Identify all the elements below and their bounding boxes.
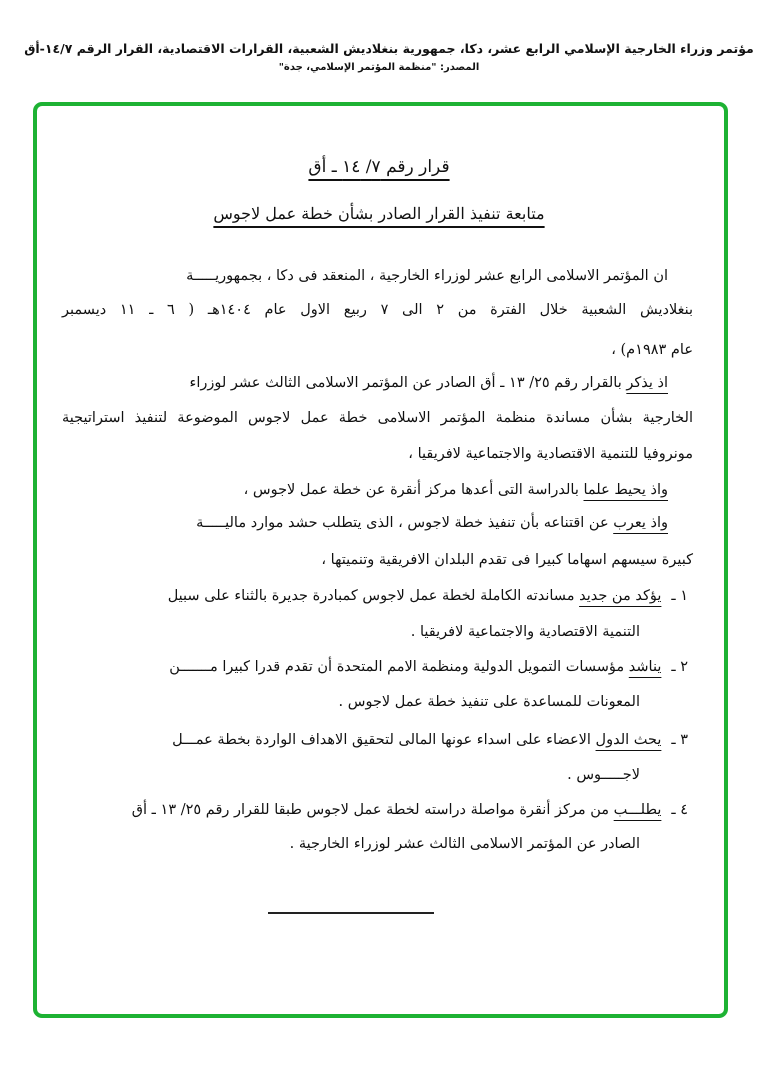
clause-4-line-1: ٤ ـ يطلـــب من مركز أنقرة مواصلة دراسته لخطة عمل لاجوس طبقا للقرار رقم ٢٥/ ١٣ ـ أق [131, 802, 688, 818]
recital-3-line-1: واذ يعرب عن اقتناعه بأن تنفيذ خطة لاجوس ، الذى يتطلب حشد موارد ماليـــــة [196, 515, 668, 531]
closing-rule [268, 912, 434, 914]
clause-1-number: ١ ـ [671, 588, 688, 604]
preamble-line-1: ان المؤتمر الاسلامى الرابع عشر لوزراء الخارجية ، المنعقد فى دكا ، بجمهوريـــــة [186, 268, 668, 284]
recital-2-lead: واذ يحيط علما [583, 482, 668, 498]
header-title: مؤتمر وزراء الخارجية الإسلامي الرابع عشر، دكا، جمهورية بنغلاديش الشعبية، القرارات الاقتصادية، القرار الرقم ١٤/٧-أق [24, 41, 754, 56]
header-source: المصدر: "منظمة المؤتمر الإسلامي، جدة" [278, 62, 480, 73]
recital-1-line-2: الخارجية بشأن مساندة منظمة المؤتمر الاسلامى خطة عمل لاجوس الموضوعة لتنفيذ استراتيجية [62, 410, 693, 426]
recital-1-line-3: مونروفيا للتنمية الاقتصادية والاجتماعية لافريقيا ، [408, 446, 693, 462]
clause-3-line-1: ٣ ـ يحث الدول الاعضاء على اسداء عونها المالى لتحقيق الاهداف الواردة بخطة عمـــل [172, 732, 688, 748]
clause-3-line-2: لاجـــــوس . [567, 767, 640, 783]
clause-2-number: ٢ ـ [671, 659, 688, 675]
clause-1-lead: يؤكد من جديد [579, 588, 662, 604]
clause-2-lead: يناشد [628, 659, 662, 675]
resolution-title: قرار رقم ٧/ ١٤ ـ أق [308, 157, 450, 177]
clause-1-line-1: ١ ـ يؤكد من جديد مساندته الكاملة لخطة عمل لاجوس كمبادرة جديرة بالثناء على سبيل [167, 588, 688, 604]
preamble-line-2: بنغلاديش الشعبية خلال الفترة من ٢ الى ٧ ربيع الاول عام ١٤٠٤هـ ( ٦ ـ ١١ ديسمبر [62, 302, 694, 318]
clause-2-line-2: المعونات للمساعدة على تنفيذ خطة عمل لاجوس . [338, 694, 640, 710]
recital-1-line-1: اذ يذكر بالقرار رقم ٢٥/ ١٣ ـ أق الصادر عن المؤتمر الاسلامى الثالث عشر لوزراء [189, 375, 668, 391]
recital-2: واذ يحيط علما بالدراسة التى أعدها مركز أنقرة عن خطة عمل لاجوس ، [243, 482, 668, 498]
clause-3-lead: يحث الدول [595, 732, 662, 748]
clause-4-line-2: الصادر عن المؤتمر الاسلامى الثالث عشر لوزراء الخارجية . [289, 836, 640, 852]
preamble-line-3: عام ١٩٨٣م) ، [611, 342, 693, 358]
clause-4-lead: يطلـــب [613, 802, 662, 818]
recital-3-line-2: كبيرة سيسهم اسهاما كبيرا فى تقدم البلدان الافريقية وتنميتها ، [321, 552, 693, 568]
clause-2-line-1: ٢ ـ يناشد مؤسسات التمويل الدولية ومنظمة الامم المتحدة أن تقدم قدرا كبيرا مـــــــن [169, 659, 688, 675]
resolution-subtitle: متابعة تنفيذ القرار الصادر بشأن خطة عمل لاجوس [213, 204, 545, 223]
clause-1-line-2: التنمية الاقتصادية والاجتماعية لافريقيا . [410, 624, 640, 640]
recital-1-lead: اذ يذكر [626, 375, 668, 391]
clause-4-number: ٤ ـ [671, 802, 688, 818]
clause-3-number: ٣ ـ [671, 732, 688, 748]
recital-3-lead: واذ يعرب [613, 515, 668, 531]
